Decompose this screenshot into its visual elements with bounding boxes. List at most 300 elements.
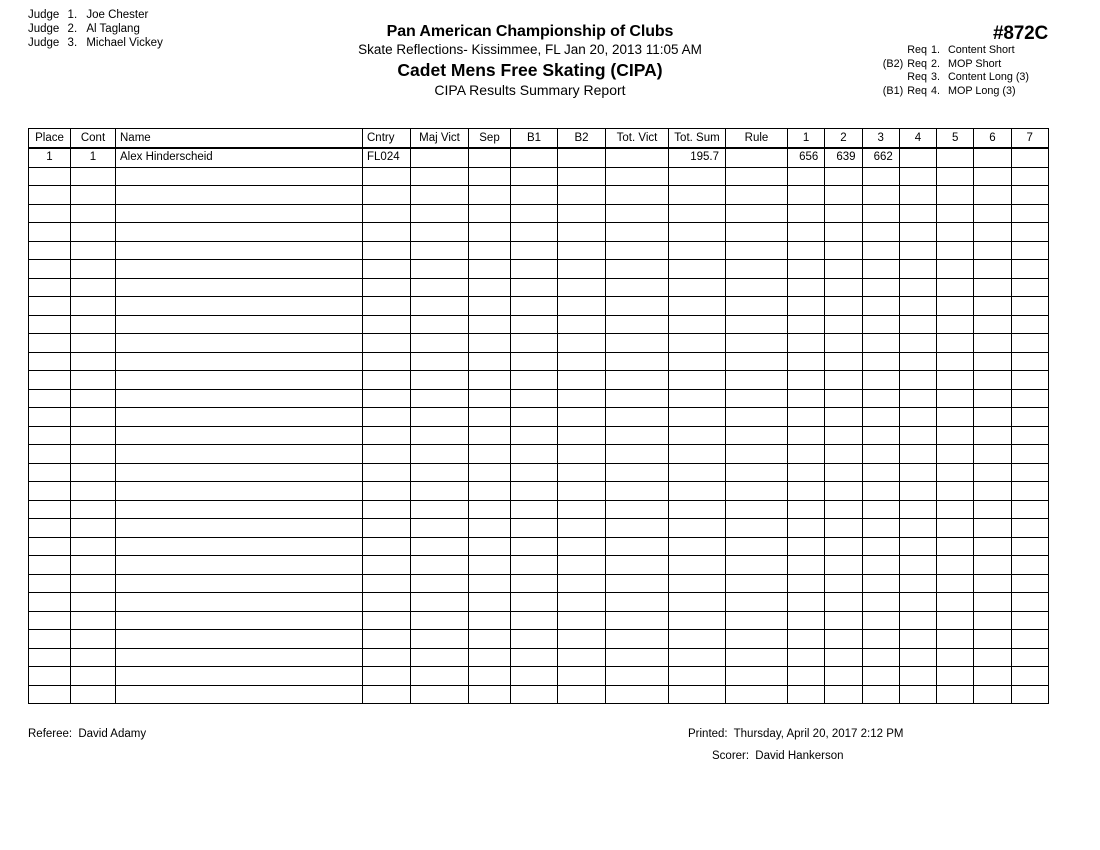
cell-judge1: [788, 593, 825, 612]
cell-b2: [558, 445, 606, 464]
judges-panel: [28, 8, 163, 51]
cell-judge4: [899, 371, 936, 390]
cell-tot_vict: [606, 426, 669, 445]
cell-judge3: [862, 593, 899, 612]
cell-maj_vict: [411, 408, 469, 427]
cell-rule: [726, 371, 788, 390]
cell-judge7: [1011, 667, 1048, 686]
requirement-row: [871, 85, 1078, 99]
cell-judge2: [825, 537, 862, 556]
event-number: #872C: [993, 23, 1048, 44]
cell-cont: [71, 537, 116, 556]
cell-tot_sum: [669, 408, 726, 427]
cell-name: [116, 371, 363, 390]
cell-cont: [71, 223, 116, 242]
cell-tot_sum: [669, 574, 726, 593]
table-row-empty: [29, 371, 1049, 390]
cell-judge4: [899, 667, 936, 686]
cell-cntry: [363, 611, 411, 630]
cell-tot_vict: [606, 148, 669, 167]
cell-tot_vict: [606, 297, 669, 316]
cell-judge5: [937, 167, 974, 186]
cell-tot_vict: [606, 334, 669, 353]
cell-tot_vict: [606, 685, 669, 704]
cell-judge3: [862, 445, 899, 464]
table-row-empty: [29, 167, 1049, 186]
cell-tot_sum: [669, 482, 726, 501]
cell-sep: [469, 223, 511, 242]
cell-cont: [71, 371, 116, 390]
cell-cont: [71, 519, 116, 538]
cell-name: [116, 611, 363, 630]
cell-sep: [469, 204, 511, 223]
cell-sep: [469, 685, 511, 704]
cell-judge1: [788, 408, 825, 427]
cell-judge2: [825, 389, 862, 408]
cell-cntry: [363, 593, 411, 612]
cell-judge3: [862, 334, 899, 353]
cell-judge6: [974, 500, 1011, 519]
cell-judge2: [825, 648, 862, 667]
cell-judge3: [862, 260, 899, 279]
cell-rule: [726, 556, 788, 575]
cell-b1: [511, 482, 558, 501]
cell-cont: [71, 297, 116, 316]
cell-rule: [726, 500, 788, 519]
cell-place: [29, 408, 71, 427]
cell-maj_vict: [411, 223, 469, 242]
cell-judge3: [862, 204, 899, 223]
cell-cntry: [363, 389, 411, 408]
cell-judge4: [899, 519, 936, 538]
cell-rule: [726, 463, 788, 482]
cell-judge2: [825, 278, 862, 297]
cell-cntry: [363, 408, 411, 427]
cell-judge7: [1011, 315, 1048, 334]
cell-b2: [558, 315, 606, 334]
cell-judge1: 656: [788, 148, 825, 167]
cell-judge7: [1011, 186, 1048, 205]
cell-judge2: [825, 241, 862, 260]
requirements-panel: [871, 44, 1078, 98]
cell-name: [116, 426, 363, 445]
cell-judge2: [825, 297, 862, 316]
requirement-number: 1.: [931, 44, 941, 56]
cell-tot_sum: [669, 463, 726, 482]
cell-name: [116, 204, 363, 223]
cell-b2: [558, 556, 606, 575]
cell-b2: [558, 167, 606, 186]
cell-judge1: [788, 685, 825, 704]
cell-b1: [511, 537, 558, 556]
cell-judge2: [825, 260, 862, 279]
cell-judge6: [974, 408, 1011, 427]
column-header-sep[interactable]: Sep: [469, 129, 511, 149]
cell-judge7: [1011, 204, 1048, 223]
cell-judge3: [862, 648, 899, 667]
cell-place: [29, 611, 71, 630]
cell-sep: [469, 315, 511, 334]
cell-b1: [511, 223, 558, 242]
cell-tot_vict: [606, 667, 669, 686]
referee-name: David Adamy: [78, 728, 147, 740]
table-row-empty: [29, 352, 1049, 371]
column-header-tot_sum[interactable]: Tot. Sum: [669, 129, 726, 149]
cell-judge4: [899, 186, 936, 205]
cell-judge6: [974, 574, 1011, 593]
cell-judge4: [899, 204, 936, 223]
cell-judge4: [899, 315, 936, 334]
cell-sep: [469, 297, 511, 316]
cell-maj_vict: [411, 482, 469, 501]
cell-b2: [558, 519, 606, 538]
table-row-empty: [29, 685, 1049, 704]
cell-sep: [469, 260, 511, 279]
cell-b1: [511, 519, 558, 538]
cell-cont: [71, 426, 116, 445]
table-row-empty: [29, 574, 1049, 593]
cell-name: [116, 389, 363, 408]
cell-name: [116, 315, 363, 334]
cell-judge1: [788, 167, 825, 186]
cell-judge1: [788, 241, 825, 260]
cell-tot_vict: [606, 371, 669, 390]
cell-judge2: [825, 371, 862, 390]
cell-judge3: [862, 278, 899, 297]
requirement-label: Req: [907, 84, 927, 97]
column-header-tot_vict[interactable]: Tot. Vict: [606, 129, 669, 149]
results-table: [28, 128, 1049, 704]
requirement-label: Req: [907, 71, 927, 83]
judge-line: [28, 36, 163, 50]
cell-place: [29, 445, 71, 464]
cell-tot_vict: [606, 537, 669, 556]
cell-b2: [558, 352, 606, 371]
column-header-b2[interactable]: B2: [558, 129, 606, 149]
requirement-row: [871, 71, 1078, 85]
cell-judge5: [937, 241, 974, 260]
cell-rule: [726, 537, 788, 556]
cell-tot_vict: [606, 648, 669, 667]
cell-judge1: [788, 426, 825, 445]
cell-tot_sum: [669, 297, 726, 316]
cell-judge5: [937, 500, 974, 519]
cell-maj_vict: [411, 630, 469, 649]
cell-judge1: [788, 519, 825, 538]
cell-place: [29, 426, 71, 445]
cell-b1: [511, 685, 558, 704]
referee-line: [28, 728, 146, 740]
cell-name: [116, 334, 363, 353]
judge-line: [28, 8, 163, 22]
cell-judge6: [974, 630, 1011, 649]
event-title: Pan American Championship of Clubs: [386, 23, 674, 40]
cell-judge6: [974, 334, 1011, 353]
cell-tot_sum: [669, 315, 726, 334]
column-header-judge2[interactable]: 2: [825, 129, 862, 149]
cell-b2: [558, 260, 606, 279]
cell-tot_vict: [606, 593, 669, 612]
cell-judge1: [788, 278, 825, 297]
cell-place: [29, 593, 71, 612]
cell-b1: [511, 500, 558, 519]
cell-judge6: [974, 352, 1011, 371]
cell-judge6: [974, 315, 1011, 334]
cell-name: [116, 352, 363, 371]
cell-judge7: [1011, 482, 1048, 501]
cell-judge5: [937, 408, 974, 427]
cell-judge2: [825, 186, 862, 205]
cell-b1: [511, 278, 558, 297]
cell-judge5: [937, 556, 974, 575]
cell-judge2: [825, 352, 862, 371]
cell-judge4: [899, 297, 936, 316]
cell-judge1: [788, 204, 825, 223]
cell-judge3: [862, 574, 899, 593]
cell-cntry: [363, 500, 411, 519]
cell-judge6: [974, 186, 1011, 205]
requirement-bonus: [871, 44, 907, 58]
cell-judge6: [974, 445, 1011, 464]
cell-sep: [469, 648, 511, 667]
cell-place: [29, 648, 71, 667]
cell-tot_sum: [669, 389, 726, 408]
cell-judge6: [974, 371, 1011, 390]
cell-cntry: [363, 352, 411, 371]
cell-rule: [726, 593, 788, 612]
cell-sep: [469, 445, 511, 464]
cell-tot_vict: [606, 519, 669, 538]
cell-name: [116, 667, 363, 686]
event-venue-datetime: Skate Reflections- Kissimmee, FL Jan 20, 2013 11:05 AM: [358, 42, 702, 57]
cell-b2: [558, 611, 606, 630]
cell-tot_sum: [669, 685, 726, 704]
cell-rule: [726, 630, 788, 649]
cell-cont: [71, 611, 116, 630]
cell-place: [29, 260, 71, 279]
cell-sep: [469, 408, 511, 427]
cell-maj_vict: [411, 371, 469, 390]
requirement-text: MOP Long (3): [948, 84, 1016, 97]
cell-sep: [469, 352, 511, 371]
cell-judge7: [1011, 537, 1048, 556]
table-body: [29, 148, 1049, 704]
cell-maj_vict: [411, 667, 469, 686]
cell-rule: [726, 352, 788, 371]
column-header-judge1[interactable]: 1: [788, 129, 825, 149]
cell-rule: [726, 278, 788, 297]
cell-judge4: [899, 630, 936, 649]
cell-place: [29, 519, 71, 538]
column-header-rule[interactable]: Rule: [726, 129, 788, 149]
report-name: CIPA Results Summary Report: [434, 82, 626, 98]
cell-judge7: [1011, 463, 1048, 482]
cell-tot_sum: [669, 667, 726, 686]
column-header-judge6[interactable]: 6: [974, 129, 1011, 149]
cell-tot_sum: [669, 556, 726, 575]
cell-judge6: [974, 389, 1011, 408]
cell-maj_vict: [411, 556, 469, 575]
cell-rule: [726, 204, 788, 223]
cell-tot_sum: [669, 241, 726, 260]
cell-judge4: [899, 593, 936, 612]
cell-b1: [511, 648, 558, 667]
cell-place: [29, 500, 71, 519]
table-header: [29, 129, 1049, 149]
cell-rule: [726, 648, 788, 667]
column-header-b1[interactable]: B1: [511, 129, 558, 149]
cell-place: [29, 334, 71, 353]
cell-judge2: [825, 574, 862, 593]
cell-cont: [71, 186, 116, 205]
cell-judge6: [974, 519, 1011, 538]
cell-cont: [71, 482, 116, 501]
table-row-empty: [29, 241, 1049, 260]
cell-judge6: [974, 463, 1011, 482]
cell-judge1: [788, 537, 825, 556]
column-header-maj_vict[interactable]: Maj Vict: [411, 129, 469, 149]
cell-judge1: [788, 667, 825, 686]
cell-maj_vict: [411, 352, 469, 371]
column-header-name[interactable]: Name: [116, 129, 363, 149]
cell-judge1: [788, 574, 825, 593]
cell-place: [29, 482, 71, 501]
cell-judge5: [937, 223, 974, 242]
cell-b1: [511, 463, 558, 482]
table-row-empty: [29, 445, 1049, 464]
cell-tot_vict: [606, 241, 669, 260]
cell-judge4: [899, 648, 936, 667]
cell-b2: [558, 186, 606, 205]
cell-maj_vict: [411, 389, 469, 408]
cell-judge7: [1011, 519, 1048, 538]
cell-tot_vict: [606, 167, 669, 186]
cell-place: [29, 352, 71, 371]
cell-cont: [71, 241, 116, 260]
cell-judge7: [1011, 297, 1048, 316]
column-header-cont[interactable]: Cont: [71, 129, 116, 149]
cell-b2: [558, 593, 606, 612]
cell-cont: [71, 408, 116, 427]
cell-judge2: [825, 593, 862, 612]
column-header-judge4[interactable]: 4: [899, 129, 936, 149]
cell-rule: [726, 482, 788, 501]
judge-label: Judge: [28, 23, 60, 36]
cell-name: [116, 574, 363, 593]
cell-maj_vict: [411, 574, 469, 593]
cell-b2: [558, 648, 606, 667]
cell-b2: [558, 426, 606, 445]
cell-judge7: [1011, 556, 1048, 575]
cell-sep: [469, 537, 511, 556]
cell-rule: [726, 260, 788, 279]
cell-b2: [558, 334, 606, 353]
requirement-bonus: [871, 71, 907, 85]
cell-b1: [511, 445, 558, 464]
cell-tot_sum: [669, 593, 726, 612]
cell-judge3: [862, 167, 899, 186]
cell-tot_vict: [606, 315, 669, 334]
cell-tot_vict: [606, 186, 669, 205]
cell-rule: [726, 408, 788, 427]
cell-judge1: [788, 186, 825, 205]
cell-b2: [558, 667, 606, 686]
printed-label: Printed:: [688, 728, 728, 740]
cell-tot_sum: [669, 204, 726, 223]
cell-rule: [726, 519, 788, 538]
column-header-judge3[interactable]: 3: [862, 129, 899, 149]
cell-judge2: [825, 519, 862, 538]
cell-b1: [511, 186, 558, 205]
cell-maj_vict: [411, 167, 469, 186]
cell-tot_vict: [606, 630, 669, 649]
column-header-place[interactable]: Place: [29, 129, 71, 149]
cell-judge6: [974, 537, 1011, 556]
cell-maj_vict: [411, 241, 469, 260]
cell-cont: [71, 648, 116, 667]
table-row-empty: [29, 500, 1049, 519]
column-header-judge7[interactable]: 7: [1011, 129, 1048, 149]
cell-name: [116, 685, 363, 704]
cell-judge3: [862, 426, 899, 445]
cell-judge1: [788, 482, 825, 501]
table-row-empty: [29, 482, 1049, 501]
cell-b2: [558, 241, 606, 260]
cell-judge2: [825, 408, 862, 427]
cell-judge7: [1011, 389, 1048, 408]
cell-rule: [726, 223, 788, 242]
cell-judge7: [1011, 241, 1048, 260]
cell-b2: [558, 574, 606, 593]
cell-judge5: [937, 463, 974, 482]
cell-judge1: [788, 500, 825, 519]
cell-place: [29, 574, 71, 593]
cell-sep: [469, 186, 511, 205]
cell-sep: [469, 556, 511, 575]
cell-judge6: [974, 260, 1011, 279]
cell-rule: [726, 445, 788, 464]
cell-b1: [511, 611, 558, 630]
cell-maj_vict: [411, 186, 469, 205]
requirement-bonus: (B2): [882, 57, 904, 70]
cell-judge1: [788, 223, 825, 242]
cell-judge7: [1011, 278, 1048, 297]
cell-judge2: [825, 482, 862, 501]
printed-timestamp: Thursday, April 20, 2017 2:12 PM: [733, 728, 904, 740]
cell-judge1: [788, 297, 825, 316]
cell-rule: [726, 315, 788, 334]
cell-b1: [511, 408, 558, 427]
judge-name: Joe Chester: [86, 9, 149, 21]
cell-b1: [511, 389, 558, 408]
cell-judge3: [862, 186, 899, 205]
cell-maj_vict: [411, 537, 469, 556]
cell-judge3: [862, 630, 899, 649]
column-header-cntry[interactable]: Cntry: [363, 129, 411, 149]
cell-sep: [469, 482, 511, 501]
cell-judge4: [899, 611, 936, 630]
cell-cntry: [363, 463, 411, 482]
cell-maj_vict: [411, 519, 469, 538]
cell-judge4: [899, 278, 936, 297]
cell-place: [29, 297, 71, 316]
table-row-empty: [29, 611, 1049, 630]
column-header-judge5[interactable]: 5: [937, 129, 974, 149]
cell-tot_vict: [606, 611, 669, 630]
cell-b1: [511, 204, 558, 223]
cell-name: [116, 186, 363, 205]
cell-rule: [726, 167, 788, 186]
